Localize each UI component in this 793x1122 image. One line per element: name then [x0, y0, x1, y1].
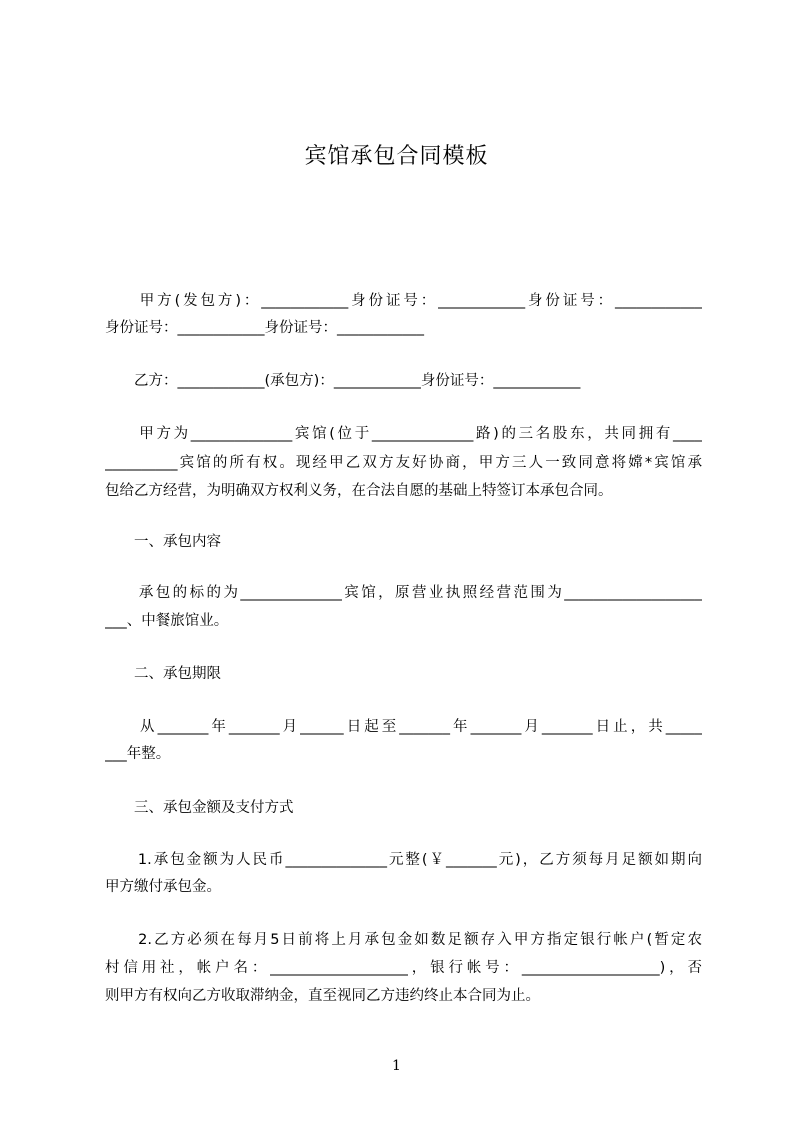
party-a-id-line: 身份证号：____________身份证号：____________ — [105, 320, 424, 336]
section-heading-2: 二、承包期限 — [105, 666, 221, 682]
section-1-line-2: ___、中餐旅馆业。 — [105, 613, 229, 629]
section-3-item-2-line-3: 则甲方有权向乙方收取滞纳金，直至视同乙方违约终止本合同为止。 — [105, 988, 540, 1004]
party-a-line: 甲方(发包方)：____________身份证号：____________身份证号：____________ — [105, 293, 702, 309]
intro-paragraph-line-2: __________宾馆的所有权。现经甲乙双方友好协商，甲方三人一致同意将嫦*宾馆承 — [105, 455, 702, 471]
section-2-line-1: 从_______年_______月______日起至_______年_______月_______日止，共_____ — [105, 719, 702, 735]
section-3-item-2-line-2: 村信用社，帐户名：___________________，银行帐号：___________________)，否 — [105, 960, 702, 976]
intro-paragraph-line-3: 包给乙方经营，为明确双方权利义务，在合法自愿的基础上特签订本承包合同。 — [105, 483, 613, 499]
section-3-item-1-line-2: 甲方缴付承包金。 — [105, 879, 221, 895]
section-1-line-1: 承包的标的为______________宾馆，原营业执照经营范围为___________________ — [105, 585, 702, 601]
page-number: 1 — [392, 1058, 401, 1074]
section-3-item-1-line-1: 1.承包金额为人民币______________元整(￥_______元)，乙方须每月足额如期向 — [105, 852, 702, 868]
intro-paragraph-line-1: 甲方为______________宾馆(位于______________路)的三名股东，共同拥有____ — [105, 426, 702, 442]
document-title: 宾馆承包合同模板 — [304, 144, 489, 169]
party-b-line: 乙方：____________(承包方)：____________身份证号：____________ — [105, 373, 581, 389]
section-3-item-2-line-1: 2.乙方必须在每月5日前将上月承包金如数足额存入甲方指定银行帐户(暂定农 — [105, 932, 702, 948]
section-heading-3: 三、承包金额及支付方式 — [105, 800, 294, 816]
section-2-line-2: ___年整。 — [105, 746, 171, 762]
section-heading-1: 一、承包内容 — [105, 534, 221, 550]
